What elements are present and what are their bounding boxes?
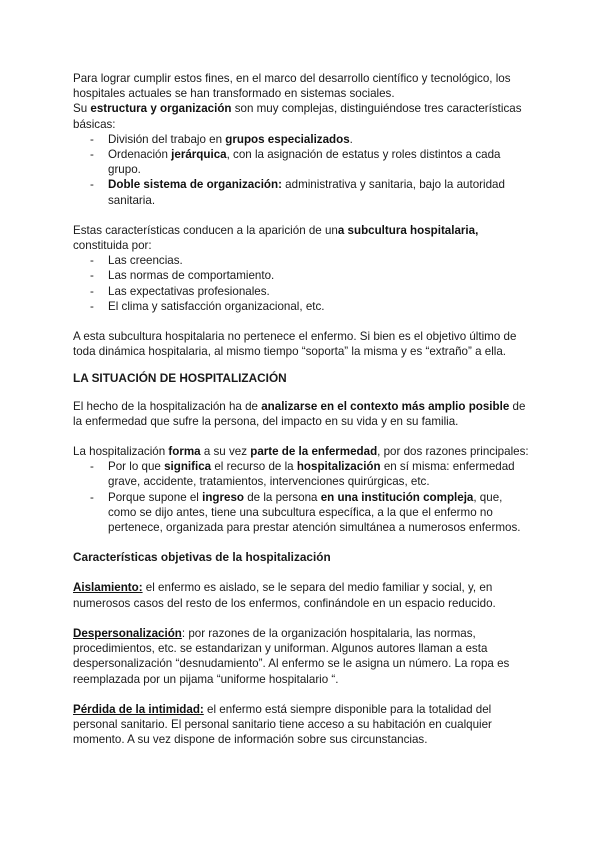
intro-line-1: Para lograr cumplir estos fines, en el marco del desarrollo científico y tecnológico, los hospitales actuales se han transformado en sistemas sociales. <box>73 72 511 101</box>
item-bold: hospitalización <box>296 460 381 474</box>
item-bold: significa <box>164 460 212 474</box>
item-text: El clima y satisfacción organizacional, etc. <box>108 299 325 313</box>
list-item <box>73 299 533 314</box>
privacy-paragraph <box>73 702 533 748</box>
list-item <box>73 253 533 268</box>
item-text: en sí misma: enfermedad grave, accidente, tratamientos, intervenciones quirúrgicas, etc. <box>108 460 515 489</box>
paragraph-text: , por dos razones principales: <box>377 445 529 459</box>
dash-bullet: - <box>90 254 94 268</box>
paragraph-text: el enfermo es aislado, se le separa del medio familiar y social, y, en numerosos casos del resto de los enfermos, confinándole en un espacio reducido. <box>73 581 496 610</box>
list-item <box>73 177 533 207</box>
item-text: Las expectativas profesionales. <box>108 284 270 298</box>
item-bold: en una institución compleja <box>320 490 474 504</box>
dash-bullet: - <box>90 460 94 474</box>
dash-bullet: - <box>90 490 94 504</box>
term-privacy: Pérdida de la intimidad: <box>73 702 204 716</box>
item-text: Las normas de comportamiento. <box>108 269 275 283</box>
bold-subculture: a subcultura hospitalaria, <box>337 223 479 237</box>
term-isolation: Aislamiento: <box>73 581 143 595</box>
list-item <box>73 284 533 299</box>
item-text: División del trabajo en <box>108 132 226 146</box>
list-item <box>73 459 533 489</box>
dash-bullet: - <box>90 178 94 192</box>
bold-analysis: analizarse en el contexto más amplio posible <box>261 399 510 413</box>
subculture-list <box>73 253 533 314</box>
term-depersonalization: Despersonalización <box>73 626 182 640</box>
depersonalization-paragraph <box>73 626 533 687</box>
reasons-list <box>73 459 533 535</box>
paragraph-text: La hospitalización <box>73 445 169 459</box>
item-text: Por lo que <box>108 460 165 474</box>
item-bold: ingreso <box>202 490 244 504</box>
paragraph-text: el enfermo está siempre disponible para la totalidad del personal sanitario. El personal sanitario tiene acceso a su habitación en cualquier momento. A su vez dispone de información sobre sus circunstancias. <box>73 702 492 747</box>
dash-bullet: - <box>90 148 94 162</box>
dash-bullet: - <box>90 299 94 313</box>
item-text: Ordenación <box>108 148 172 162</box>
subculture-paragraph <box>73 223 533 253</box>
paragraph-text: de la enfermedad que sufre la persona, del impacto en su vida y en su familia. <box>73 399 526 428</box>
list-item <box>73 132 533 147</box>
dash-bullet: - <box>90 269 94 283</box>
intro-text: son muy complejas, distinguiéndose tres características básicas: <box>73 102 522 131</box>
item-text: de la persona <box>243 490 321 504</box>
item-text: . <box>349 132 353 146</box>
list-item <box>73 490 533 536</box>
document-page <box>73 71 533 747</box>
item-text: el recurso de la <box>211 460 297 474</box>
list-item <box>73 147 533 177</box>
bold-text: parte de la enfermedad <box>250 445 378 459</box>
features-list <box>73 132 533 208</box>
patient-paragraph: A esta subcultura hospitalaria no pertenece el enfermo. Si bien es el objetivo último de toda dinámica hospitalaria, al mismo tiempo “soporta” la misma y es “extraño” a ella. <box>73 330 517 359</box>
bold-text: forma <box>168 445 201 459</box>
intro-text: Su <box>73 102 91 116</box>
bold-structure: estructura y organización <box>90 102 232 116</box>
intro-paragraph <box>73 71 533 132</box>
paragraph-text: Estas características conducen a la aparición de un <box>73 223 338 237</box>
paragraph-text: El hecho de la hospitalización ha de <box>73 399 262 413</box>
item-text: administrativa y sanitaria, bajo la autoridad sanitaria. <box>108 178 505 207</box>
item-text: , con la asignación de estatus y roles distintos a cada grupo. <box>108 148 501 177</box>
analysis-paragraph <box>73 399 533 429</box>
item-text: Las creencias. <box>108 254 183 268</box>
dash-bullet: - <box>90 132 94 146</box>
subheading: Características objetivas de la hospitalización <box>73 550 331 565</box>
item-bold: grupos especializados <box>225 132 350 146</box>
item-text: , que, como se dijo antes, tiene una subcultura específica, a la que el enfermo no pertenece, organizada para prestar atención simultánea a numerosos enfermos. <box>108 490 521 535</box>
item-bold: Doble sistema de organización: <box>108 178 282 192</box>
item-bold: jerárquica <box>171 148 227 162</box>
section-title: LA SITUACIÓN DE HOSPITALIZACIÓN <box>73 371 287 386</box>
list-item <box>73 268 533 283</box>
isolation-paragraph <box>73 580 533 610</box>
reasons-paragraph <box>73 444 533 459</box>
paragraph-text: : por razones de la organización hospitalaria, las normas, procedimientos, etc. se estandarizan y uniforman. Algunos autores llaman a esta despersonalización “desnudamiento”. Al enfermo se le asigna un número. La ropa es reemplazada por un pijama “uniforme hospitalario “. <box>73 626 510 686</box>
paragraph-text: a su vez <box>200 445 251 459</box>
dash-bullet: - <box>90 284 94 298</box>
item-text: Porque supone el <box>108 490 203 504</box>
paragraph-text: constituida por: <box>73 239 152 253</box>
